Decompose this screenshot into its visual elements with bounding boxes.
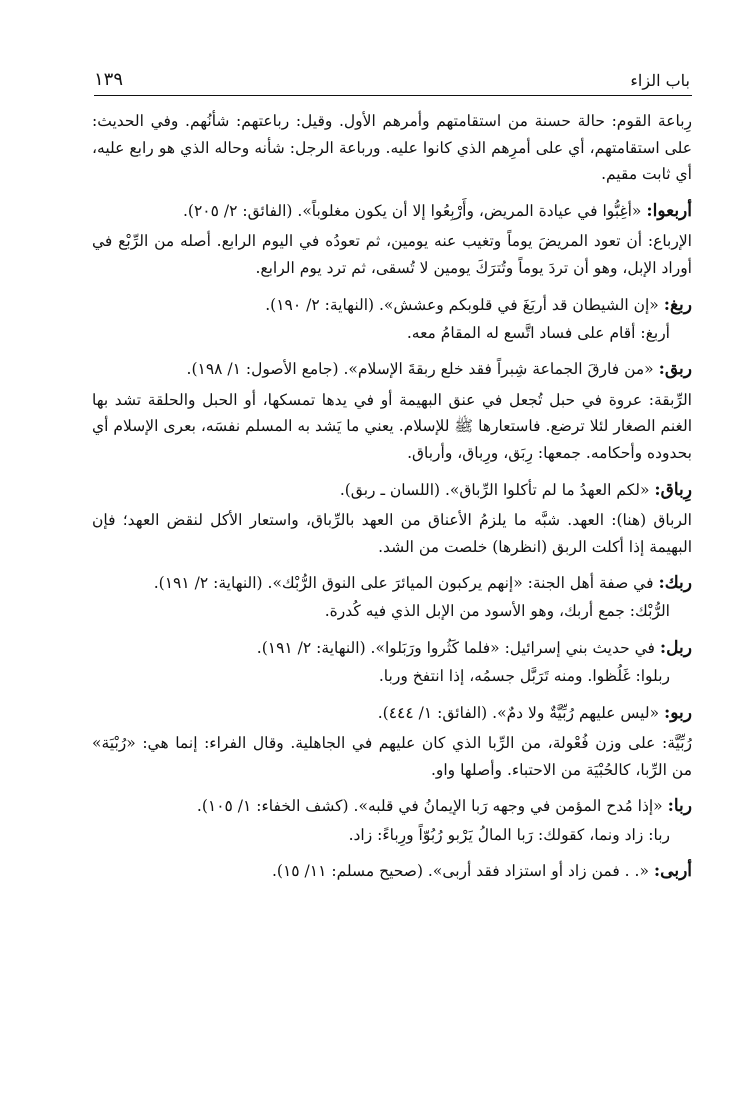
entry xyxy=(92,857,692,886)
explanation-text: الرُّبْك: جمع أربك، وهو الأسود من الإبل الذي فيه كُدرة. xyxy=(324,602,670,621)
entry-headword: ربل: xyxy=(659,638,692,659)
entry-headword: رِباق: xyxy=(654,479,692,500)
hadith-text: في صفة أهل الجنة: «إنهم يركبون الميائرَ على النوق الرُّبْك». (النهاية: ٢/ ١٩١). xyxy=(153,574,654,593)
entry-quote xyxy=(92,569,692,598)
hadith-text: «إذا مُدح المؤمن في وجهه رَبا الإيمانُ في قلبه». (كشف الخفاء: ١/ ١٠٥). xyxy=(196,797,663,816)
explanation-text: رِباعة القوم: حالة حسنة من استقامتهم وأمرهم الأول. وقيل: رباعتهم: شأنُهم. وفي الحديث: على استقامتهم، أي على أمرِهم الذي كانوا عليه. ورباعة الرجل: شأنه وحاله الذي هو رابع عليه، أي ثابت مقيم. xyxy=(92,112,692,184)
page-body xyxy=(92,108,692,896)
hadith-text: «من فارقَ الجماعة شِبراً فقد خلع ربقةَ الإسلام». (جامع الأصول: ١/ ١٩٨). xyxy=(186,360,654,379)
explanation-text: الرِّبقة: عروة في حبل تُجعل في عنق البهيمة أو في يدها تمسكها، أو الحبل والحلقة تشد بها الغنم الصغار لئلا ترضع. فاستعارها ﷺ للإسلام. يعني ما يَشد به المسلم نفسَه، بعرى الإسلام أي بحدوده وأحكامه. جمعها: رِبَق، ورِباق، وأرباق. xyxy=(92,390,692,462)
entry xyxy=(92,476,692,561)
hadith-text: في حديث بني إسرائيل: «فلما كَثُروا ورَبَلوا». (النهاية: ٢/ ١٩١). xyxy=(256,639,655,658)
running-title: باب الزاء xyxy=(630,71,690,90)
hadith-text: «. . فمن زاد أو استزاد فقد أربى». (صحيح مسلم: ١١/ ١٥). xyxy=(271,862,649,881)
explanation-text: الرباق (هنا): العهد. شبَّه ما يلزمُ الأعناق من العهد بالرِّباق، واستعار الأكل لنقض العهد؛ فإن البهيمة إذا أكلت الربق (انظرها) خلصت من الشد. xyxy=(92,510,692,556)
entry xyxy=(92,792,692,848)
entry xyxy=(92,634,692,690)
entry xyxy=(92,355,692,466)
entry-quote xyxy=(92,291,692,320)
entry-quote xyxy=(92,857,692,886)
hadith-text: «إن الشيطان قد أربَغَ في قلوبكم وعشش». (النهاية: ٢/ ١٩٠). xyxy=(265,295,659,314)
entry-quote xyxy=(92,634,692,663)
entry xyxy=(92,197,692,282)
entry-headword: ربك: xyxy=(658,573,692,594)
entry-quote xyxy=(92,699,692,728)
page-header xyxy=(94,58,690,90)
explanation-text: الإرباع: أن تعود المريضَ يوماً وتغيب عنه يومين، ثم تعودُه في اليوم الرابع. أصله من الرِّبْع في أوراد الإبل، وهو أن تردَ يوماً وتُترَكَ يومين لا تُسقى، ثم ترد يوم الرابع. xyxy=(92,232,692,277)
entry-headword: ربق: xyxy=(658,359,692,380)
hadith-text: «أغِبُّوا في عيادة المريض، وأَرْبِعُوا إلا أن يكون مغلوباً». (الفائق: ٢/ ٢٠٥). xyxy=(182,201,642,220)
entry-headword: ربا: xyxy=(667,796,692,817)
hadith-text: «ليس عليهم رُبِّيَّةٌ ولا دمٌ». (الفائق: ١/ ٤٤٤). xyxy=(377,703,660,722)
explanation-text: ربا: زاد ونما، كقولك: رَبا المالُ يَرْبو رُبُوّاً ورِباءً: زاد. xyxy=(348,825,670,844)
entry-quote xyxy=(92,355,692,384)
page-number: ١٣٩ xyxy=(94,69,124,90)
entry-headword: ربغ: xyxy=(663,294,692,315)
entry-quote xyxy=(92,476,692,505)
entry-quote xyxy=(92,792,692,821)
entry-headword: ربو: xyxy=(664,702,692,723)
entry xyxy=(92,108,692,188)
entry-headword: أربعوا: xyxy=(646,200,692,221)
entry xyxy=(92,699,692,784)
entry-headword: أربى: xyxy=(653,861,692,882)
entry xyxy=(92,569,692,625)
explanation-text: ربلوا: غَلُظوا. ومنه تَرَبَّل جسمُه، إذا انتفخ وربا. xyxy=(378,667,670,686)
header-rule xyxy=(94,95,692,96)
hadith-text: «لكم العهدُ ما لم تأكلوا الرِّباق». (اللسان ـ ربق). xyxy=(339,480,650,499)
entry-quote xyxy=(92,197,692,226)
explanation-text: أربغ: أقام على فساد اتَّسع له المقامُ معه. xyxy=(406,323,670,342)
explanation-text: رُبِّيَّة: على وزن فُعْولة، من الرِّبا الذي كان عليهم في الجاهلية. وقال الفراء: إنما هي: «رُبْيَة» من الرِّبا، كالحُبْيَة من الاحتباء. وأصلها واو. xyxy=(92,734,692,779)
entry xyxy=(92,291,692,347)
